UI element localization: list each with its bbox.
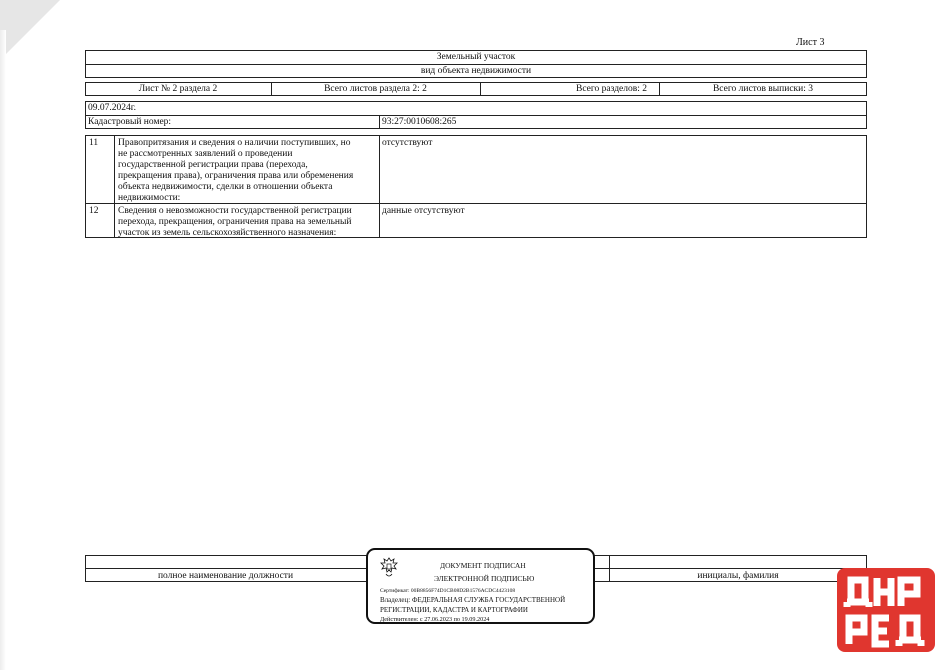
row-number: 12 <box>89 206 99 216</box>
dnr-red-logo <box>837 568 935 652</box>
object-title: Земельный участок <box>436 52 516 62</box>
position-label: полное наименование должности <box>157 571 294 581</box>
scan-shadow-corner <box>0 0 60 60</box>
scan-shadow-edge <box>0 30 6 670</box>
sheet-label: Лист 3 <box>796 37 825 48</box>
divider <box>379 135 380 238</box>
row-value: отсутствуют <box>382 138 433 148</box>
total-sections: Всего разделов: 2 <box>575 84 647 94</box>
row-label-line: прекращения права), ограничения права или обременения <box>118 171 354 181</box>
cadastral-number: 93:27:0010608:265 <box>382 117 457 127</box>
row-label-line: Сведения о невозможности государственной регистрации <box>118 206 352 216</box>
coat-of-arms-icon <box>377 556 401 580</box>
dnr-red-logo-mark <box>837 568 935 652</box>
row-label <box>118 138 353 204</box>
row-label-line: недвижимости: <box>118 193 181 203</box>
object-kind: вид объекта недвижимости <box>420 66 532 76</box>
divider <box>114 135 115 238</box>
sheet-of-section: Лист № 2 раздела 2 <box>138 84 218 94</box>
row-label-line: участок из земель сельскохозяйственного назначения: <box>118 228 337 238</box>
divider <box>85 115 867 116</box>
row-label <box>118 206 352 239</box>
row-label-line: не рассмотренных заявлений о проведении <box>118 149 293 159</box>
row-label-line: перехода, прекращения, ограничения права на земельный <box>118 217 352 227</box>
total-sheets-section: Всего листов раздела 2: 2 <box>324 84 427 94</box>
e-signature-stamp <box>366 548 595 624</box>
row-label-line: Правопритязания и сведения о наличии поступивших, но <box>118 138 351 148</box>
cadastral-label: Кадастровый номер: <box>88 117 172 127</box>
row-value: данные отсутствуют <box>382 206 465 216</box>
stamp-owner-2: РЕГИСТРАЦИИ, КАДАСТРА И КАРТОГРАФИИ <box>380 606 528 614</box>
name-label: инициалы, фамилия <box>697 571 779 581</box>
stamp-title-1: ДОКУМЕНТ ПОДПИСАН <box>440 561 526 570</box>
total-sheets-extract: Всего листов выписки: 3 <box>712 84 814 94</box>
stamp-certificate: Сертификат: 00B8856F74D1CB08D2B1576ACDC4423108 <box>380 588 516 594</box>
row-label-line: объекта недвижимости, сделки в отношении объекта <box>118 182 333 192</box>
divider <box>379 115 380 129</box>
stamp-title-2: ЭЛЕКТРОННОЙ ПОДПИСЬЮ <box>434 574 535 583</box>
row-label-line: государственной регистрации права (перехода, <box>118 160 308 170</box>
stamp-owner-1: Владелец: ФЕДЕРАЛЬНАЯ СЛУЖБА ГОСУДАРСТВЕННОЙ <box>380 596 566 604</box>
stamp-validity: Действителен: с 27.06.2023 по 19.09.2024 <box>380 616 490 623</box>
divider <box>85 64 867 65</box>
row-number: 11 <box>89 138 99 148</box>
extract-date: 09.07.2024г. <box>88 103 136 113</box>
